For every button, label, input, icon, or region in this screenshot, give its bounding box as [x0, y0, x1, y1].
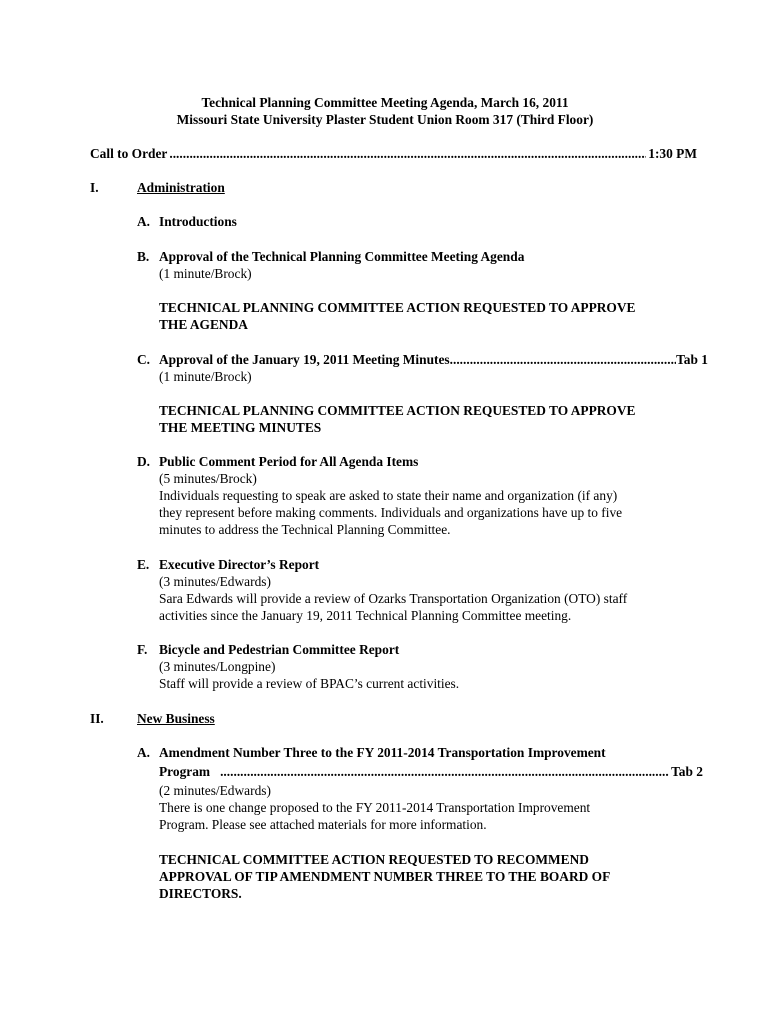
item-2a-action-line-2: APPROVAL OF TIP AMENDMENT NUMBER THREE TO THE BOARD OF: [159, 869, 611, 884]
item-1d-text-line-3: minutes to address the Technical Planning Committee.: [159, 522, 451, 537]
item-1f-label: F.: [137, 642, 148, 657]
item-1c-action-line-2: THE MEETING MINUTES: [159, 420, 322, 435]
section-2-numeral: II.: [90, 711, 104, 726]
item-1b-action-line-2: THE AGENDA: [159, 317, 248, 332]
item-1c-title-line: [159, 351, 708, 368]
item-2a-action-line-3: DIRECTORS.: [159, 886, 242, 901]
item-1a-title: Introductions: [159, 214, 237, 229]
dot-leader: [169, 145, 646, 162]
call-to-order-label: Call to Order: [90, 146, 168, 161]
item-1c-meta: (1 minute/Brock): [159, 369, 252, 384]
item-1b-label: B.: [137, 249, 150, 264]
dot-leader: [220, 763, 669, 780]
item-1e-title: Executive Director’s Report: [159, 557, 320, 572]
call-to-order-time: 1:30 PM: [648, 146, 697, 161]
item-1e-text-line-1: Sara Edwards will provide a review of Ozarks Transportation Organization (OTO) staff: [159, 591, 628, 606]
item-1d-text-line-1: Individuals requesting to speak are asked to state their name and organization (if any): [159, 488, 618, 503]
item-1c-label: C.: [137, 352, 151, 367]
item-1b-action-line-1: TECHNICAL PLANNING COMMITTEE ACTION REQUESTED TO APPROVE: [159, 300, 636, 315]
section-1-numeral: I.: [90, 180, 99, 195]
item-1f-text-line-1: Staff will provide a review of BPAC’s current activities.: [159, 676, 460, 691]
section-2-heading: New Business: [137, 711, 215, 726]
item-2a-tab: Tab 2: [671, 764, 703, 779]
item-2a-title-line-2-text: Program: [159, 764, 211, 779]
item-1d-title: Public Comment Period for All Agenda Items: [159, 454, 419, 469]
item-2a-label: A.: [137, 745, 151, 760]
item-1b-meta: (1 minute/Brock): [159, 266, 252, 281]
item-1e-text-line-2: activities since the January 19, 2011 Technical Planning Committee meeting.: [159, 608, 572, 623]
document-location: Missouri State University Plaster Student Union Room 317 (Third Floor): [176, 112, 594, 127]
item-1c-action-line-1: TECHNICAL PLANNING COMMITTEE ACTION REQUESTED TO APPROVE: [159, 403, 636, 418]
item-1e-meta: (3 minutes/Edwards): [159, 574, 271, 589]
item-2a-action-line-1: TECHNICAL COMMITTEE ACTION REQUESTED TO RECOMMEND: [159, 852, 589, 867]
document-title: Technical Planning Committee Meeting Agenda, March 16, 2011: [201, 95, 569, 110]
item-1a-label: A.: [137, 214, 151, 229]
call-to-order-line: [90, 145, 697, 162]
item-1f-meta: (3 minutes/Longpine): [159, 659, 276, 674]
item-1e-label: E.: [137, 557, 150, 572]
item-1c-title: Approval of the January 19, 2011 Meeting Minutes: [159, 352, 450, 367]
item-2a-meta: (2 minutes/Edwards): [159, 783, 271, 798]
item-1d-meta: (5 minutes/Brock): [159, 471, 257, 486]
item-1f-title: Bicycle and Pedestrian Committee Report: [159, 642, 400, 657]
item-2a-title-line-2: [159, 763, 703, 780]
section-1-heading: Administration: [137, 180, 225, 195]
item-1b-title: Approval of the Technical Planning Committee Meeting Agenda: [159, 249, 525, 264]
dot-leader: [450, 351, 676, 368]
item-2a-title-line-1: Amendment Number Three to the FY 2011-2014 Transportation Improvement: [159, 745, 606, 760]
item-1d-text-line-2: they represent before making comments. Individuals and organizations have up to five: [159, 505, 623, 520]
item-2a-text-line-2: Program. Please see attached materials for more information.: [159, 817, 487, 832]
item-1d-label: D.: [137, 454, 151, 469]
item-2a-text-line-1: There is one change proposed to the FY 2011-2014 Transportation Improvement: [159, 800, 591, 815]
item-1c-tab: Tab 1: [676, 352, 708, 367]
